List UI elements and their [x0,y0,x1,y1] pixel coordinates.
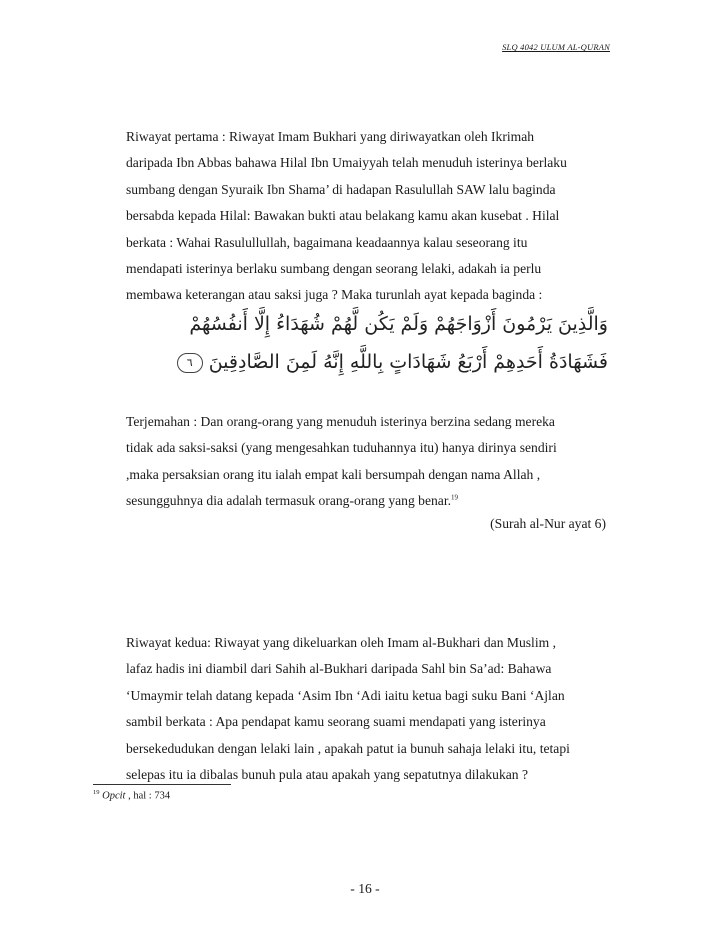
ayah-number-marker: ٦ [177,353,203,373]
quran-verse-image [118,305,608,387]
footnote-page: , hal : 734 [125,790,171,802]
footnote-number: 19 [93,789,100,796]
text-line: daripada Ibn Abbas bahawa Hilal Ibn Umaiyyah telah menuduh isterinya berlaku [126,155,567,171]
footnote-source: Opcit [102,790,126,802]
text-line: Terjemahan : Dan orang-orang yang menuduh isterinya berzina sedang mereka [126,414,555,429]
text-line: ,maka persaksian orang itu ialah empat kali bersumpah dengan nama Allah , [126,466,541,482]
running-header: SLQ 4042 ULUM AL-QURAN [502,42,610,52]
paragraph-riwayat-pertama [126,124,604,309]
verse-line-1: وَالَّذِينَ يَرْمُونَ أَزْوَاجَهُمْ وَلَمْ يَكُن لَّهُمْ شُهَدَاءُ إِلَّا أَنفُسُهُمْ [189,313,608,335]
text-line: selepas itu ia dibalas bunuh pula atau apakah yang sepatutnya dilakukan ? [126,767,529,783]
text-line: tidak ada saksi-saksi (yang mengesahkan tuduhannya itu) hanya dirinya sendiri [126,440,557,456]
text-line: sambil berkata : Apa pendapat kamu seorang suami mendapati yang isterinya [126,714,546,730]
text-line: membawa keterangan atau saksi juga ? Maka turunlah ayat kepada baginda : [126,287,543,303]
footnote-reference: 19 [451,493,459,502]
page-number: - 16 - [350,881,380,896]
footnote [93,789,170,802]
verse-line-2 [118,343,608,381]
text-line-with-footnote [126,488,604,514]
verse-line-2-text: فَشَهَادَةُ أَحَدِهِمْ أَرْبَعُ شَهَادَاتٍ بِاللَّهِ إِنَّهُ لَمِنَ الصَّادِقِينَ [208,351,608,373]
text-line: ‘Umaymir telah datang kepada ‘Asim Ibn ‘Adi iaitu ketua bagi suku Bani ‘Ajlan [126,687,565,703]
footnote-separator [93,784,231,785]
paragraph-terjemahan [126,409,604,515]
text-line: berkata : Wahai Rasulullullah, bagaimana keadaannya kalau seseorang itu [126,234,528,250]
text-line: Riwayat kedua: Riwayat yang dikeluarkan oleh Imam al-Bukhari dan Muslim , [126,635,556,650]
text-line: mendapati isterinya berlaku sumbang dengan seorang lelaki, adakah ia perlu [126,261,542,277]
text-line: bersabda kepada Hilal: Bawakan bukti atau belakang kamu akan kusebat . Hilal [126,208,560,224]
text-line: sumbang dengan Syuraik Ibn Shama’ di hadapan Rasulullah SAW lalu baginda [126,181,556,197]
text-line: lafaz hadis ini diambil dari Sahih al-Bukhari daripada Sahl bin Sa’ad: Bahawa [126,661,552,677]
text-line: Riwayat pertama : Riwayat Imam Bukhari yang diriwayatkan oleh Ikrimah [126,129,535,144]
verse-citation: (Surah al-Nur ayat 6) [490,516,606,531]
text-line: bersekedudukan dengan lelaki lain , apakah patut ia bunuh sahaja lelaki itu, tetapi [126,740,570,756]
paragraph-riwayat-kedua [126,630,604,788]
text-line: sesungguhnya dia adalah termasuk orang-orang yang benar. [126,493,452,509]
